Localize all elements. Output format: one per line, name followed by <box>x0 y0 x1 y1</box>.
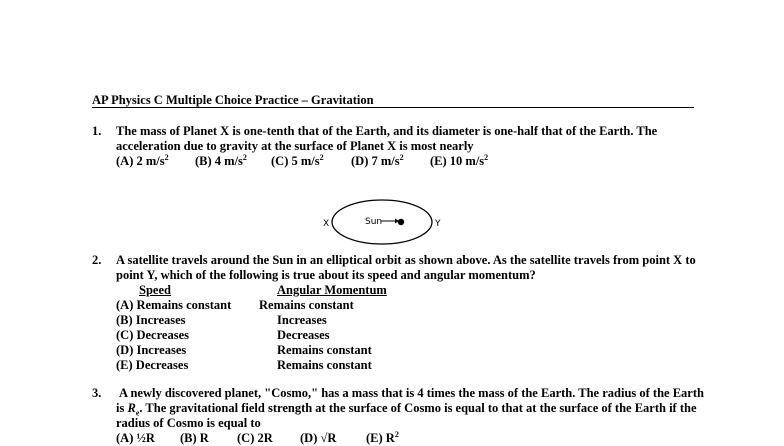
q3-choice-c: (C) 2R <box>237 431 273 445</box>
q2-row-b-momentum: Increases <box>277 313 327 327</box>
q2-row-a-momentum: Remains constant <box>259 298 354 312</box>
q3-text-line2: is $R_e$. The gravitational field strength at the surface of Cosmo is equal to that at the surface of the Earth if the <box>116 401 697 418</box>
sun-label: Sun <box>365 217 383 227</box>
q1-text-line1: The mass of Planet X is one-tenth that of the Earth, and its diameter is one-half that of the Earth. The <box>116 124 658 138</box>
q1-choice-d: (D) 7 $m/s^2$ <box>351 152 404 168</box>
q1-number: 1. <box>92 124 102 138</box>
orbit-diagram <box>318 196 446 248</box>
point-y-label: Y <box>435 219 441 229</box>
q2-row-e-momentum: Remains constant <box>277 358 372 372</box>
q1-text-line2: acceleration due to gravity at the surface of Planet X is most nearly <box>116 139 474 153</box>
q3-choice-a: (A) ½R <box>116 431 155 445</box>
q3-number: 3. <box>92 386 102 400</box>
q2-row-c-momentum: Decreases <box>277 328 330 342</box>
q2-col-momentum: Angular Momentum <box>277 283 387 297</box>
q2-row-d-speed: (D) Increases <box>116 343 187 357</box>
page-title: AP Physics C Multiple Choice Practice – Gravitation <box>92 93 374 107</box>
q3-text-line1: A newly discovered planet, "Cosmo," has a mass that is 4 times the mass of the Earth. The radius of the Earth <box>119 386 704 400</box>
q2-row-b-speed: (B) Increases <box>116 313 186 327</box>
sun-dot <box>398 219 404 225</box>
q3-choice-b: (B) R <box>180 431 209 445</box>
q3-choice-e: (E) $R^2$ <box>366 429 399 445</box>
q2-text-line2: point Y, which of the following is true about its speed and angular momentum? <box>116 268 536 282</box>
q2-number: 2. <box>92 253 102 267</box>
header-rule <box>92 107 694 108</box>
q3-choice-d: (D) √R <box>300 431 337 445</box>
q2-row-d-momentum: Remains constant <box>277 343 372 357</box>
q1-choice-c: (C) 5 $m/s^2$ <box>271 152 324 168</box>
q1-choice-a: (A) 2 $m/s^2$ <box>116 152 169 168</box>
q2-text-line1: A satellite travels around the Sun in an elliptical orbit as shown above. As the satellite travels from point X to <box>116 253 696 267</box>
q1-choice-b: (B) 4 $m/s^2$ <box>195 152 247 168</box>
q2-row-a-speed: (A) Remains constant <box>116 298 232 312</box>
q2-col-speed: Speed <box>139 283 171 297</box>
q1-choice-e: (E) 10 $m/s^2$ <box>430 152 489 168</box>
q3-text-line3: radius of Cosmo is equal to <box>116 416 261 430</box>
q2-row-c-speed: (C) Decreases <box>116 328 189 342</box>
q2-row-e-speed: (E) Decreases <box>116 358 189 372</box>
point-x-label: X <box>323 219 330 229</box>
